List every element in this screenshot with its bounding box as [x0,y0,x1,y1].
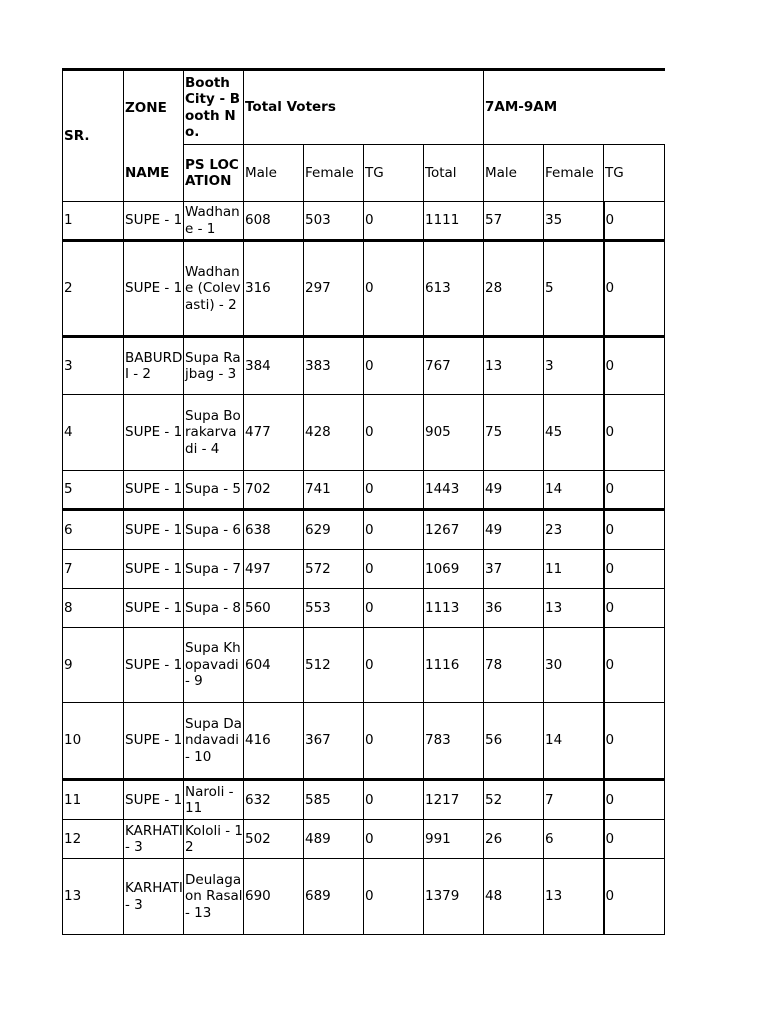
header-female: Female [304,145,364,202]
cell-slot-tg: 0 [604,337,665,395]
cell-sr: 4 [63,395,124,471]
header-booth: Booth City - Booth No. [184,70,244,145]
cell-female: 689 [304,859,364,935]
cell-sr: 2 [63,241,124,337]
cell-male: 702 [244,471,304,510]
cell-slot-tg: 0 [604,703,665,780]
cell-zone: BABURDI - 2 [124,337,184,395]
cell-zone: KARHATI - 3 [124,859,184,935]
cell-total: 783 [424,703,484,780]
header-tg: TG [364,145,424,202]
cell-slot-male: 56 [484,703,544,780]
header-name: NAME [124,145,184,202]
cell-total: 1116 [424,628,484,703]
cell-zone: SUPE - 1 [124,241,184,337]
cell-slot-tg: 0 [604,241,665,337]
table-row [63,550,665,589]
cell-slot-tg: 0 [604,395,665,471]
cell-slot-male: 57 [484,202,544,241]
cell-male: 690 [244,859,304,935]
cell-sr: 8 [63,589,124,628]
cell-female: 297 [304,241,364,337]
cell-booth: Supa - 6 [184,510,244,550]
cell-total: 613 [424,241,484,337]
cell-male: 638 [244,510,304,550]
cell-tg: 0 [364,820,424,859]
cell-slot-female: 11 [544,550,604,589]
cell-total: 1379 [424,859,484,935]
cell-zone: SUPE - 1 [124,550,184,589]
cell-tg: 0 [364,628,424,703]
header-zone: ZONE [124,70,184,145]
header-row-2 [63,145,665,202]
cell-slot-male: 28 [484,241,544,337]
cell-slot-female: 14 [544,471,604,510]
table-row [63,471,665,510]
header-row-1 [63,70,665,145]
cell-male: 384 [244,337,304,395]
cell-tg: 0 [364,395,424,471]
cell-tg: 0 [364,589,424,628]
cell-tg: 0 [364,471,424,510]
cell-tg: 0 [364,780,424,820]
header-slot-tg: TG [604,145,665,202]
cell-zone: SUPE - 1 [124,510,184,550]
cell-tg: 0 [364,703,424,780]
cell-sr: 10 [63,703,124,780]
cell-slot-female: 13 [544,589,604,628]
cell-male: 497 [244,550,304,589]
cell-male: 316 [244,241,304,337]
cell-zone: SUPE - 1 [124,703,184,780]
cell-slot-male: 26 [484,820,544,859]
header-sr: SR. [63,70,124,202]
cell-booth: Supa Borakarvadi - 4 [184,395,244,471]
cell-female: 503 [304,202,364,241]
cell-zone: SUPE - 1 [124,395,184,471]
cell-total: 1111 [424,202,484,241]
cell-female: 428 [304,395,364,471]
cell-slot-tg: 0 [604,202,665,241]
cell-female: 367 [304,703,364,780]
cell-slot-male: 48 [484,859,544,935]
cell-female: 512 [304,628,364,703]
table-row [63,628,665,703]
cell-slot-male: 75 [484,395,544,471]
cell-sr: 3 [63,337,124,395]
cell-slot-tg: 0 [604,820,665,859]
cell-female: 553 [304,589,364,628]
cell-booth: Kololi - 12 [184,820,244,859]
cell-zone: KARHATI - 3 [124,820,184,859]
table-row [63,703,665,780]
cell-total: 1443 [424,471,484,510]
cell-tg: 0 [364,241,424,337]
cell-booth: Supa - 8 [184,589,244,628]
cell-slot-tg: 0 [604,550,665,589]
cell-male: 608 [244,202,304,241]
header-total-voters: Total Voters [244,70,484,145]
cell-total: 1267 [424,510,484,550]
cell-tg: 0 [364,510,424,550]
cell-slot-male: 49 [484,471,544,510]
cell-sr: 1 [63,202,124,241]
cell-total: 767 [424,337,484,395]
cell-booth: Deulagaon Rasal - 13 [184,859,244,935]
cell-slot-female: 23 [544,510,604,550]
cell-slot-male: 37 [484,550,544,589]
table-row [63,780,665,820]
cell-slot-male: 78 [484,628,544,703]
table-row [63,820,665,859]
cell-slot-tg: 0 [604,628,665,703]
voter-turnout-table [62,68,665,935]
cell-zone: SUPE - 1 [124,202,184,241]
cell-booth: Supa Khopavadi - 9 [184,628,244,703]
cell-slot-male: 36 [484,589,544,628]
cell-booth: Supa - 7 [184,550,244,589]
cell-sr: 13 [63,859,124,935]
header-total: Total [424,145,484,202]
header-male: Male [244,145,304,202]
table-row [63,510,665,550]
cell-slot-tg: 0 [604,471,665,510]
table-row [63,241,665,337]
cell-booth: Supa Rajbag - 3 [184,337,244,395]
cell-zone: SUPE - 1 [124,471,184,510]
cell-booth: Naroli - 11 [184,780,244,820]
header-slot-male: Male [484,145,544,202]
cell-slot-female: 5 [544,241,604,337]
cell-total: 1069 [424,550,484,589]
cell-slot-female: 30 [544,628,604,703]
cell-sr: 6 [63,510,124,550]
cell-female: 629 [304,510,364,550]
cell-zone: SUPE - 1 [124,780,184,820]
cell-slot-male: 52 [484,780,544,820]
cell-slot-female: 6 [544,820,604,859]
cell-zone: SUPE - 1 [124,628,184,703]
cell-male: 604 [244,628,304,703]
cell-tg: 0 [364,337,424,395]
cell-total: 1217 [424,780,484,820]
cell-slot-tg: 0 [604,510,665,550]
cell-tg: 0 [364,550,424,589]
cell-slot-female: 45 [544,395,604,471]
cell-booth: Wadhane - 1 [184,202,244,241]
cell-male: 560 [244,589,304,628]
cell-sr: 11 [63,780,124,820]
table-row [63,859,665,935]
cell-male: 502 [244,820,304,859]
cell-male: 477 [244,395,304,471]
cell-slot-male: 13 [484,337,544,395]
cell-female: 585 [304,780,364,820]
cell-female: 741 [304,471,364,510]
cell-female: 572 [304,550,364,589]
cell-sr: 7 [63,550,124,589]
voter-table-sheet [62,68,665,935]
cell-slot-female: 14 [544,703,604,780]
cell-slot-female: 13 [544,859,604,935]
cell-sr: 12 [63,820,124,859]
cell-slot-tg: 0 [604,589,665,628]
cell-slot-female: 35 [544,202,604,241]
cell-tg: 0 [364,202,424,241]
cell-male: 632 [244,780,304,820]
cell-female: 489 [304,820,364,859]
table-row [63,395,665,471]
table-row [63,337,665,395]
cell-booth: Wadhane (Colevasti) - 2 [184,241,244,337]
header-ps-location: PS LOCATION [184,145,244,202]
header-time-slot: 7AM-9AM [484,70,665,145]
cell-male: 416 [244,703,304,780]
cell-sr: 9 [63,628,124,703]
cell-slot-female: 7 [544,780,604,820]
cell-slot-tg: 0 [604,859,665,935]
cell-female: 383 [304,337,364,395]
table-row [63,589,665,628]
cell-slot-tg: 0 [604,780,665,820]
cell-total: 905 [424,395,484,471]
header-slot-female: Female [544,145,604,202]
cell-slot-female: 3 [544,337,604,395]
cell-booth: Supa - 5 [184,471,244,510]
cell-total: 991 [424,820,484,859]
cell-sr: 5 [63,471,124,510]
table-row [63,202,665,241]
cell-slot-male: 49 [484,510,544,550]
cell-total: 1113 [424,589,484,628]
cell-zone: SUPE - 1 [124,589,184,628]
cell-tg: 0 [364,859,424,935]
cell-booth: Supa Dandavadi - 10 [184,703,244,780]
